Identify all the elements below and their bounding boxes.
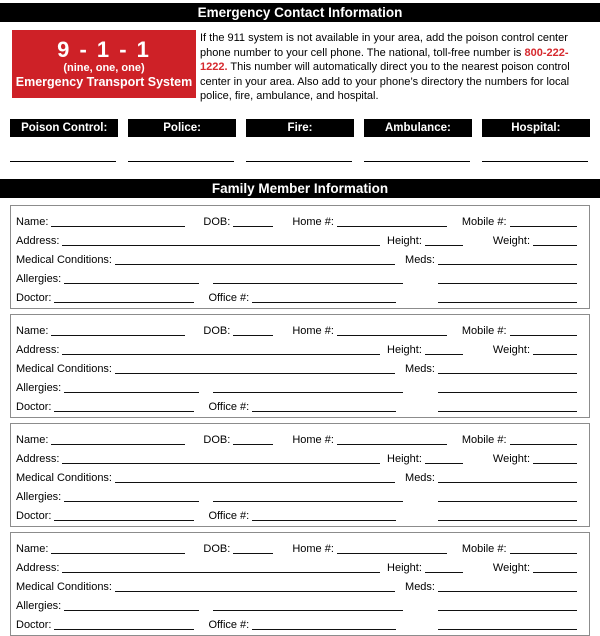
emergency-number-column bbox=[246, 119, 354, 162]
name-label: Name: bbox=[16, 324, 49, 337]
home-phone-write-in-line bbox=[337, 324, 447, 336]
medical-conditions-write-in-line bbox=[115, 362, 395, 374]
contact-write-in-line bbox=[10, 137, 116, 162]
mobile-phone-label: Mobile #: bbox=[461, 324, 507, 337]
doctor-row bbox=[16, 505, 577, 524]
meds-extra-write-in-line-1 bbox=[438, 381, 577, 393]
allergies-write-in-line bbox=[64, 272, 199, 284]
office-phone-label: Office #: bbox=[208, 509, 250, 522]
contact-label-bar: Police: bbox=[128, 119, 236, 137]
doctor-write-in-line bbox=[54, 291, 194, 303]
allergies-label: Allergies: bbox=[16, 599, 62, 612]
dob-label: DOB: bbox=[203, 324, 231, 337]
meds-extra-write-in-line-2 bbox=[438, 291, 577, 303]
allergies-extra-write-in-line bbox=[213, 272, 403, 284]
meds-write-in-line bbox=[438, 471, 577, 483]
family-member-block bbox=[10, 314, 590, 418]
mobile-phone-write-in-line bbox=[510, 542, 577, 554]
medical-conditions-row bbox=[16, 358, 577, 377]
weight-write-in-line bbox=[533, 561, 577, 573]
meds-write-in-line bbox=[438, 580, 577, 592]
allergies-row bbox=[16, 486, 577, 505]
home-phone-label: Home #: bbox=[292, 433, 334, 446]
address-label: Address: bbox=[16, 234, 60, 247]
address-write-in-line bbox=[62, 343, 380, 355]
address-row bbox=[16, 230, 577, 249]
dob-write-in-line bbox=[233, 433, 273, 445]
contact-label-bar: Poison Control: bbox=[10, 119, 118, 137]
dob-write-in-line bbox=[233, 215, 273, 227]
name-row bbox=[16, 429, 577, 448]
emergency-number-column bbox=[128, 119, 236, 162]
medical-conditions-row bbox=[16, 576, 577, 595]
allergies-write-in-line bbox=[64, 381, 199, 393]
medical-conditions-write-in-line bbox=[115, 471, 395, 483]
name-label: Name: bbox=[16, 542, 49, 555]
doctor-write-in-line bbox=[54, 509, 194, 521]
contact-label-bar: Ambulance: bbox=[364, 119, 472, 137]
emergency-numbers-row bbox=[10, 119, 590, 162]
emergency-number: 9 - 1 - 1 bbox=[57, 37, 151, 62]
medical-conditions-row bbox=[16, 249, 577, 268]
address-label: Address: bbox=[16, 452, 60, 465]
allergies-extra-write-in-line bbox=[213, 490, 403, 502]
doctor-row bbox=[16, 287, 577, 306]
weight-label: Weight: bbox=[492, 234, 530, 247]
instructions-text-before: If the 911 system is not available in your area, add the poison control center phone number to your cell phone. The national, toll-free number is bbox=[200, 32, 568, 59]
medical-conditions-label: Medical Conditions: bbox=[16, 580, 112, 593]
allergies-row bbox=[16, 268, 577, 287]
allergies-write-in-line bbox=[64, 599, 199, 611]
allergies-label: Allergies: bbox=[16, 272, 62, 285]
medical-conditions-label: Medical Conditions: bbox=[16, 471, 112, 484]
family-member-header: Family Member Information bbox=[0, 179, 600, 198]
emergency-number-column bbox=[10, 119, 118, 162]
poison-control-instructions bbox=[196, 30, 588, 104]
medical-conditions-write-in-line bbox=[115, 580, 395, 592]
allergies-write-in-line bbox=[64, 490, 199, 502]
family-members-list bbox=[10, 205, 590, 636]
meds-write-in-line bbox=[438, 362, 577, 374]
name-row bbox=[16, 320, 577, 339]
address-row bbox=[16, 557, 577, 576]
office-phone-write-in-line bbox=[252, 618, 396, 630]
family-member-block bbox=[10, 532, 590, 636]
home-phone-write-in-line bbox=[337, 542, 447, 554]
meds-extra-write-in-line-1 bbox=[438, 599, 577, 611]
allergies-extra-write-in-line bbox=[213, 599, 403, 611]
doctor-label: Doctor: bbox=[16, 618, 52, 631]
meds-extra-write-in-line-2 bbox=[438, 618, 577, 630]
contact-label-bar: Hospital: bbox=[482, 119, 590, 137]
emergency-number-column bbox=[364, 119, 472, 162]
dob-label: DOB: bbox=[203, 215, 231, 228]
home-phone-label: Home #: bbox=[292, 324, 334, 337]
contact-write-in-line bbox=[364, 137, 470, 162]
dob-write-in-line bbox=[233, 324, 273, 336]
meds-extra-write-in-line-1 bbox=[438, 490, 577, 502]
doctor-label: Doctor: bbox=[16, 400, 52, 413]
name-label: Name: bbox=[16, 433, 49, 446]
address-row bbox=[16, 448, 577, 467]
meds-extra-write-in-line-1 bbox=[438, 272, 577, 284]
allergies-label: Allergies: bbox=[16, 381, 62, 394]
dob-label: DOB: bbox=[203, 433, 231, 446]
office-phone-write-in-line bbox=[252, 291, 396, 303]
mobile-phone-write-in-line bbox=[510, 324, 577, 336]
mobile-phone-label: Mobile #: bbox=[461, 215, 507, 228]
meds-extra-write-in-line-2 bbox=[438, 400, 577, 412]
emergency-intro-section bbox=[12, 30, 588, 104]
name-write-in-line bbox=[51, 215, 185, 227]
allergies-row bbox=[16, 377, 577, 396]
address-label: Address: bbox=[16, 561, 60, 574]
doctor-write-in-line bbox=[54, 618, 194, 630]
name-write-in-line bbox=[51, 324, 185, 336]
height-label: Height: bbox=[387, 452, 422, 465]
meds-label: Meds: bbox=[405, 580, 435, 593]
weight-write-in-line bbox=[533, 234, 577, 246]
allergies-extra-write-in-line bbox=[213, 381, 403, 393]
office-phone-label: Office #: bbox=[208, 618, 250, 631]
home-phone-write-in-line bbox=[337, 433, 447, 445]
weight-label: Weight: bbox=[492, 561, 530, 574]
mobile-phone-label: Mobile #: bbox=[461, 433, 507, 446]
address-write-in-line bbox=[62, 561, 380, 573]
medical-conditions-row bbox=[16, 467, 577, 486]
name-label: Name: bbox=[16, 215, 49, 228]
height-write-in-line bbox=[425, 234, 463, 246]
meds-extra-write-in-line-2 bbox=[438, 509, 577, 521]
name-write-in-line bbox=[51, 433, 185, 445]
name-row bbox=[16, 538, 577, 557]
weight-write-in-line bbox=[533, 452, 577, 464]
home-phone-label: Home #: bbox=[292, 215, 334, 228]
office-phone-write-in-line bbox=[252, 400, 396, 412]
medical-conditions-write-in-line bbox=[115, 253, 395, 265]
address-row bbox=[16, 339, 577, 358]
meds-label: Meds: bbox=[405, 362, 435, 375]
doctor-row bbox=[16, 614, 577, 633]
emergency-number-pronunciation: (nine, one, one) bbox=[63, 62, 145, 74]
height-write-in-line bbox=[425, 561, 463, 573]
allergies-label: Allergies: bbox=[16, 490, 62, 503]
office-phone-label: Office #: bbox=[208, 400, 250, 413]
office-phone-write-in-line bbox=[252, 509, 396, 521]
doctor-write-in-line bbox=[54, 400, 194, 412]
instructions-text-after: This number will automatically direct you to the nearest poison control center in your area. Also add to your phone’s directory the numbers for local police, fire, ambulance, and hospital. bbox=[200, 61, 570, 102]
weight-label: Weight: bbox=[492, 343, 530, 356]
weight-write-in-line bbox=[533, 343, 577, 355]
height-label: Height: bbox=[387, 561, 422, 574]
nine-one-one-box bbox=[12, 30, 196, 98]
contact-write-in-line bbox=[482, 137, 588, 162]
emergency-number-column bbox=[482, 119, 590, 162]
address-write-in-line bbox=[62, 452, 380, 464]
contact-write-in-line bbox=[128, 137, 234, 162]
office-phone-label: Office #: bbox=[208, 291, 250, 304]
emergency-contact-header: Emergency Contact Information bbox=[0, 3, 600, 22]
medical-conditions-label: Medical Conditions: bbox=[16, 253, 112, 266]
meds-label: Meds: bbox=[405, 471, 435, 484]
home-phone-label: Home #: bbox=[292, 542, 334, 555]
dob-write-in-line bbox=[233, 542, 273, 554]
mobile-phone-label: Mobile #: bbox=[461, 542, 507, 555]
mobile-phone-write-in-line bbox=[510, 215, 577, 227]
dob-label: DOB: bbox=[203, 542, 231, 555]
home-phone-write-in-line bbox=[337, 215, 447, 227]
family-member-block bbox=[10, 423, 590, 527]
address-label: Address: bbox=[16, 343, 60, 356]
meds-label: Meds: bbox=[405, 253, 435, 266]
height-label: Height: bbox=[387, 234, 422, 247]
family-member-block bbox=[10, 205, 590, 309]
contact-write-in-line bbox=[246, 137, 352, 162]
doctor-label: Doctor: bbox=[16, 509, 52, 522]
contact-label-bar: Fire: bbox=[246, 119, 354, 137]
medical-conditions-label: Medical Conditions: bbox=[16, 362, 112, 375]
name-write-in-line bbox=[51, 542, 185, 554]
allergies-row bbox=[16, 595, 577, 614]
name-row bbox=[16, 211, 577, 230]
poison-control-phone-number: 800-222-1222. bbox=[200, 46, 569, 73]
doctor-row bbox=[16, 396, 577, 415]
height-write-in-line bbox=[425, 452, 463, 464]
height-write-in-line bbox=[425, 343, 463, 355]
emergency-number-caption: Emergency Transport System bbox=[15, 75, 193, 89]
mobile-phone-write-in-line bbox=[510, 433, 577, 445]
address-write-in-line bbox=[62, 234, 380, 246]
doctor-label: Doctor: bbox=[16, 291, 52, 304]
height-label: Height: bbox=[387, 343, 422, 356]
weight-label: Weight: bbox=[492, 452, 530, 465]
meds-write-in-line bbox=[438, 253, 577, 265]
